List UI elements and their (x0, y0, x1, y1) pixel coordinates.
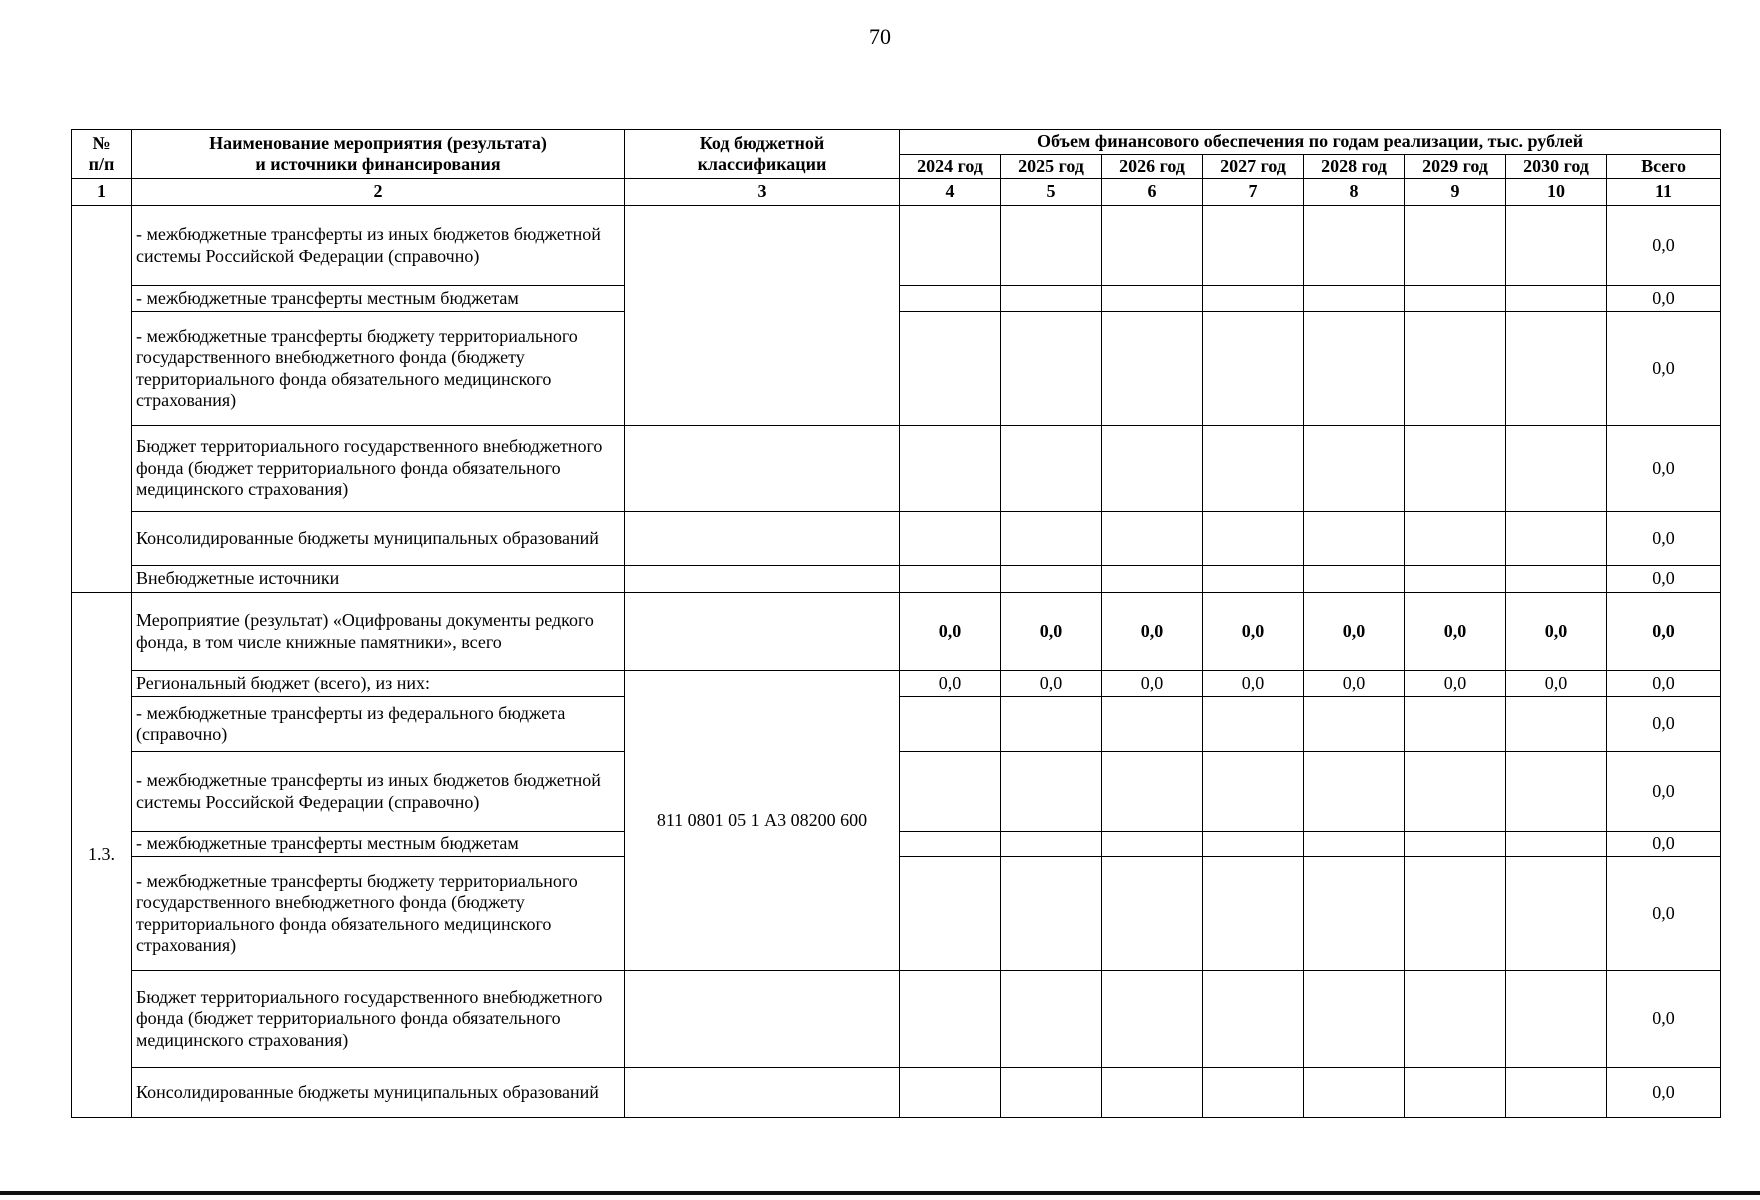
index-cell: 8 (1304, 179, 1405, 206)
code-cell (625, 971, 900, 1068)
table-row (72, 971, 1721, 1068)
table-row (72, 1068, 1721, 1118)
value-cell: 0,0 (1001, 593, 1102, 671)
value-cell: 0,0 (1304, 671, 1405, 697)
row-name: Бюджет территориального государственного внебюджетного фонда (бюджет территориального фонда обязательного медицинского страхования) (132, 426, 625, 512)
total-cell: 0,0 (1607, 566, 1721, 593)
header-year: 2029 год (1405, 154, 1506, 179)
value-cell: 0,0 (900, 671, 1001, 697)
row-name: - межбюджетные трансферты из федерального бюджета (справочно) (132, 697, 625, 752)
total-cell: 0,0 (1607, 206, 1721, 286)
table-row (72, 566, 1721, 593)
index-cell: 11 (1607, 179, 1721, 206)
header-year: 2030 год (1506, 154, 1607, 179)
row-name: Консолидированные бюджеты муниципальных образований (132, 1068, 625, 1118)
value-cell: 0,0 (1203, 593, 1304, 671)
row-name: - межбюджетные трансферты местным бюджетам (132, 832, 625, 857)
row-name: Консолидированные бюджеты муниципальных образований (132, 512, 625, 566)
header-code: Код бюджетной классификации (625, 130, 900, 179)
table-row (72, 206, 1721, 286)
value-cell: 0,0 (1506, 593, 1607, 671)
value-cell: 0,0 (1001, 671, 1102, 697)
total-cell: 0,0 (1607, 512, 1721, 566)
code-cell (625, 566, 900, 593)
row-number-cell (72, 206, 132, 593)
header-finance: Объем финансового обеспечения по годам реализации, тыс. рублей (900, 130, 1721, 155)
index-cell: 7 (1203, 179, 1304, 206)
total-cell: 0,0 (1607, 671, 1721, 697)
index-cell: 9 (1405, 179, 1506, 206)
code-cell (625, 426, 900, 512)
header-year: 2025 год (1001, 154, 1102, 179)
index-cell: 5 (1001, 179, 1102, 206)
index-cell: 4 (900, 179, 1001, 206)
value-cell: 0,0 (1405, 593, 1506, 671)
row-name: Региональный бюджет (всего), из них: (132, 671, 625, 697)
header-num: № п/п (72, 130, 132, 179)
page-bottom-rule (0, 1191, 1760, 1195)
header-total: Всего (1607, 154, 1721, 179)
code-cell: 811 0801 05 1 А3 08200 600 (625, 671, 900, 971)
total-cell: 0,0 (1607, 971, 1721, 1068)
index-cell: 1 (72, 179, 132, 206)
value-cell: 0,0 (1102, 593, 1203, 671)
row-name: - межбюджетные трансферты бюджету территориального государственного внебюджетного фонда (бюджету территориального фонда обязательного медицинского страхования) (132, 312, 625, 426)
row-number-cell: 1.3. (72, 593, 132, 1118)
total-cell: 0,0 (1607, 752, 1721, 832)
total-cell: 0,0 (1607, 593, 1721, 671)
header-year: 2027 год (1203, 154, 1304, 179)
code-cell (625, 206, 900, 426)
finance-table (71, 129, 1721, 1118)
code-cell (625, 512, 900, 566)
row-name: Внебюджетные источники (132, 566, 625, 593)
row-name: - межбюджетные трансферты из иных бюджетов бюджетной системы Российской Федерации (справочно) (132, 206, 625, 286)
total-cell: 0,0 (1607, 697, 1721, 752)
total-cell: 0,0 (1607, 1068, 1721, 1118)
total-cell: 0,0 (1607, 286, 1721, 312)
value-cell: 0,0 (1203, 671, 1304, 697)
table-row (72, 593, 1721, 671)
code-cell (625, 593, 900, 671)
index-cell: 10 (1506, 179, 1607, 206)
row-name: - межбюджетные трансферты из иных бюджетов бюджетной системы Российской Федерации (справочно) (132, 752, 625, 832)
row-name: Мероприятие (результат) «Оцифрованы документы редкого фонда, в том числе книжные памятники», всего (132, 593, 625, 671)
index-cell: 2 (132, 179, 625, 206)
code-cell (625, 1068, 900, 1118)
value-cell: 0,0 (1304, 593, 1405, 671)
header-name: Наименование мероприятия (результата) и источники финансирования (132, 130, 625, 179)
row-name: - межбюджетные трансферты местным бюджетам (132, 286, 625, 312)
row-name: Бюджет территориального государственного внебюджетного фонда (бюджет территориального фонда обязательного медицинского страхования) (132, 971, 625, 1068)
value-cell: 0,0 (1405, 671, 1506, 697)
total-cell: 0,0 (1607, 857, 1721, 971)
table-row (72, 512, 1721, 566)
table-row (72, 426, 1721, 512)
total-cell: 0,0 (1607, 832, 1721, 857)
value-cell: 0,0 (1102, 671, 1203, 697)
row-name: - межбюджетные трансферты бюджету территориального государственного внебюджетного фонда (бюджету территориального фонда обязательного медицинского страхования) (132, 857, 625, 971)
total-cell: 0,0 (1607, 312, 1721, 426)
total-cell: 0,0 (1607, 426, 1721, 512)
header-year: 2028 год (1304, 154, 1405, 179)
index-cell: 3 (625, 179, 900, 206)
page-number: 70 (869, 24, 891, 49)
header-year: 2024 год (900, 154, 1001, 179)
table-row (72, 671, 1721, 697)
value-cell: 0,0 (1506, 671, 1607, 697)
index-cell: 6 (1102, 179, 1203, 206)
header-year: 2026 год (1102, 154, 1203, 179)
value-cell: 0,0 (900, 593, 1001, 671)
